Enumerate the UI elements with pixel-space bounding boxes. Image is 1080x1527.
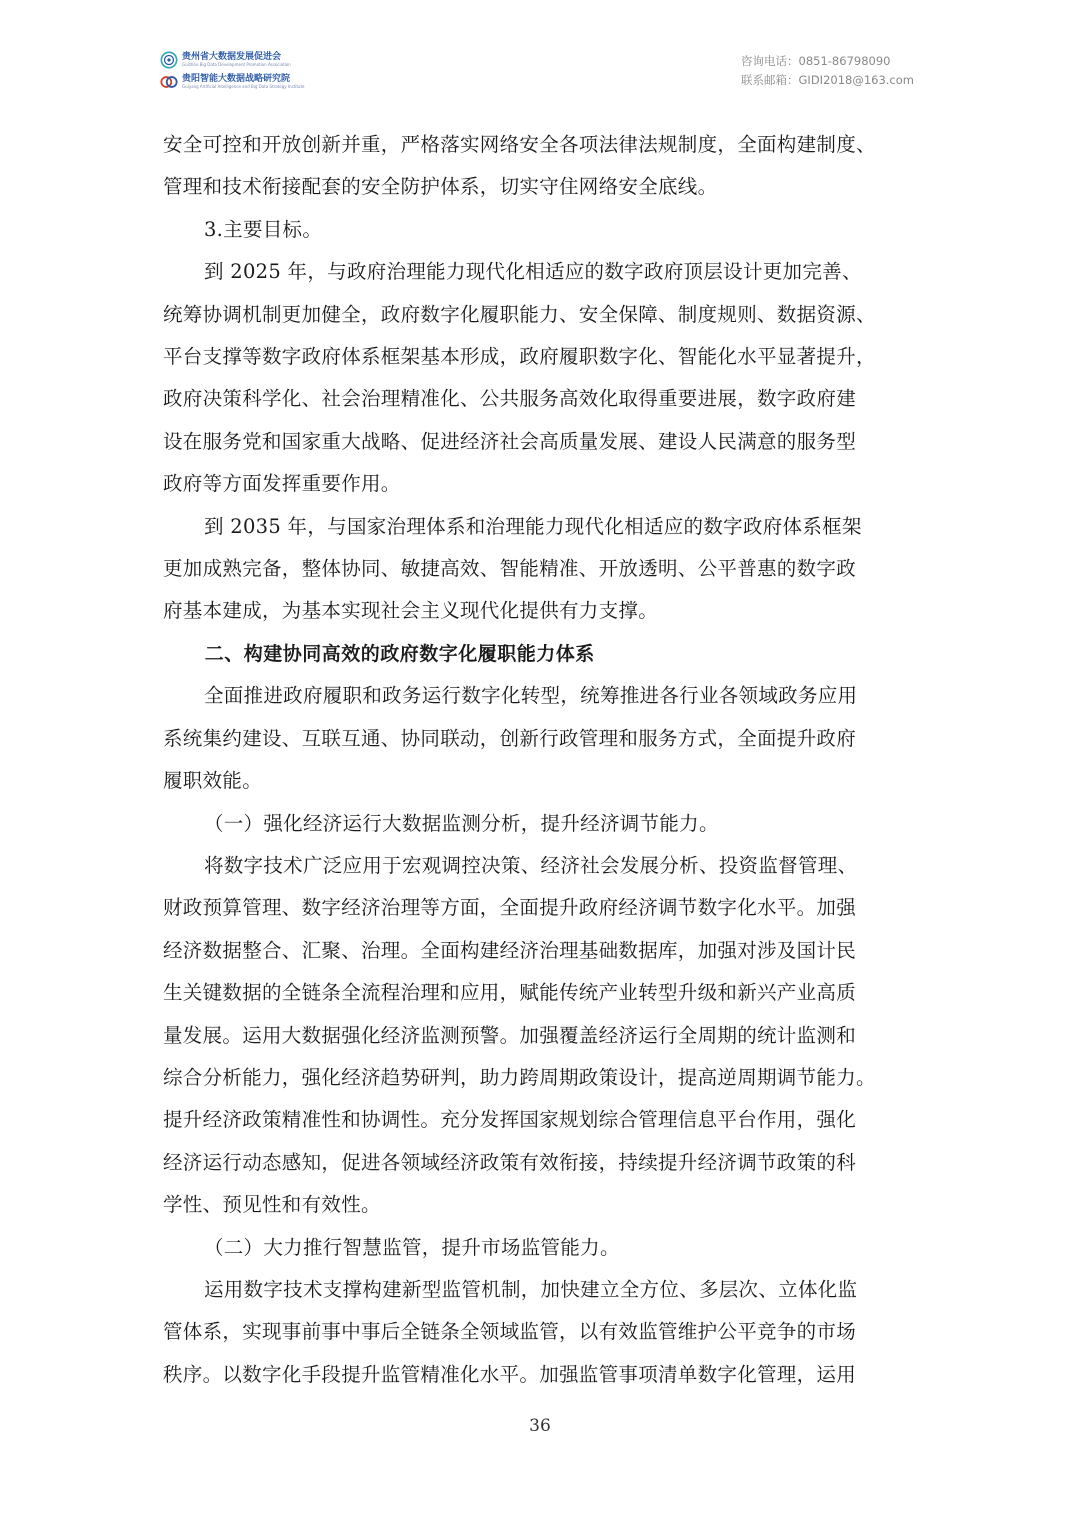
text-line: 经济运行动态感知，促进各领域经济政策有效衔接，持续提升经济调节政策的科 — [163, 1150, 857, 1174]
document-body — [163, 124, 919, 1396]
text-line: 安全可控和开放创新并重，严格落实网络安全各项法律法规制度，全面构建制度、 — [163, 133, 876, 156]
logo-association — [160, 50, 291, 70]
text-line: 到 2025 年，与政府治理能力现代化相适应的数字政府顶层设计更加完善、 — [203, 260, 862, 284]
text-line: 学性、预见性和有效性。 — [163, 1193, 381, 1217]
text-line: 政府等方面发挥重要作用。 — [163, 472, 401, 496]
text-line: 更加成熟完备，整体协同、敏捷高效、智能精准、开放透明、公平普惠的数字政 — [163, 557, 857, 581]
text-line: 量发展。运用大数据强化经济监测预警。加强覆盖经济运行全周期的统计监测和 — [163, 1023, 857, 1047]
contact-email: 联系邮箱：GIDI2018@163.com — [741, 73, 914, 87]
text-line: 管理和技术衔接配套的安全防护体系，切实守住网络安全底线。 — [163, 175, 718, 199]
contact-info — [741, 52, 914, 90]
paragraph-security — [163, 124, 919, 209]
logo-association-english: Guizhou Big Data Development Promotion Association — [182, 62, 291, 67]
subsection-heading-1: （一）强化经济运行大数据监测分析，提升经济调节能力。 — [203, 811, 719, 835]
text-line: 到 2035 年，与国家治理体系和治理能力现代化相适应的数字政府体系框架 — [203, 514, 862, 538]
paragraph-2025-goal — [163, 251, 919, 505]
text-line: 统筹协调机制更加健全，政府数字化履职能力、安全保障、制度规则、数据资源、 — [163, 302, 876, 326]
text-line: 平台支撑等数字政府体系框架基本形成，政府履职数字化、智能化水平显著提升， — [163, 345, 876, 369]
page-number: 36 — [529, 1416, 551, 1436]
text-line: 管体系，实现事前事中事后全链条全领域监管，以有效监管维护公平竞争的市场 — [163, 1320, 857, 1344]
text-line: 系统集约建设、互联互通、协同联动，创新行政管理和服务方式，全面提升政府 — [163, 726, 857, 750]
text-line: 政府决策科学化、社会治理精准化、公共服务高效化取得重要进展，数字政府建 — [163, 387, 857, 411]
text-line: 提升经济政策精准性和协调性。充分发挥国家规划综合管理信息平台作用，强化 — [163, 1108, 857, 1132]
text-line: 府基本建成，为基本实现社会主义现代化提供有力支撑。 — [163, 599, 659, 623]
logo-block — [160, 50, 340, 98]
text-line: 将数字技术广泛应用于宏观调控决策、经济社会发展分析、投资监督管理、 — [203, 853, 858, 877]
contact-phone: 咨询电话：0851-86798090 — [741, 54, 891, 68]
logo-association-name: 贵州省大数据发展促进会 — [182, 52, 282, 62]
page-header — [160, 44, 920, 100]
text-line: 设在服务党和国家重大战略、促进经济社会高质量发展、建设人民满意的服务型 — [163, 429, 857, 453]
paragraph-section-2-intro — [163, 675, 919, 802]
association-logo-icon — [160, 51, 178, 69]
section-heading-2: 二、构建协同高效的政府数字化履职能力体系 — [204, 642, 595, 665]
text-line: 经济数据整合、汇聚、治理。全面构建经济治理基础数据库，加强对涉及国计民 — [163, 938, 857, 962]
subheading-main-goals: 3.主要目标。 — [203, 217, 323, 241]
text-line: 履职效能。 — [163, 769, 263, 793]
text-line: 综合分析能力，强化经济趋势研判，助力跨周期政策设计，提高逆周期调节能力。 — [163, 1065, 876, 1089]
logo-institute — [160, 72, 305, 92]
text-line: 生关键数据的全链条全流程治理和应用，赋能传统产业转型升级和新兴产业高质 — [163, 981, 857, 1005]
text-line: 财政预算管理、数字经济治理等方面，全面提升政府经济调节数字化水平。加强 — [163, 896, 857, 920]
text-line: 秩序。以数字化手段提升监管精准化水平。加强监管事项清单数字化管理，运用 — [163, 1362, 857, 1386]
paragraph-economic-regulation — [163, 845, 919, 1227]
logo-institute-english: Guiyang Artificial Intelligence and Big Data Strategy Institute — [182, 84, 305, 89]
logo-institute-name: 贵阳智能大数据战略研究院 — [182, 74, 291, 84]
institute-logo-icon — [160, 73, 178, 91]
paragraph-market-supervision — [163, 1269, 919, 1396]
text-line: 运用数字技术支撑构建新型监管机制，加快建立全方位、多层次、立体化监 — [203, 1277, 858, 1301]
text-line: 全面推进政府履职和政务运行数字化转型，统筹推进各行业各领域政务应用 — [203, 684, 858, 708]
subsection-heading-2: （二）大力推行智慧监管，提升市场监管能力。 — [203, 1235, 620, 1259]
paragraph-2035-goal — [163, 506, 919, 633]
